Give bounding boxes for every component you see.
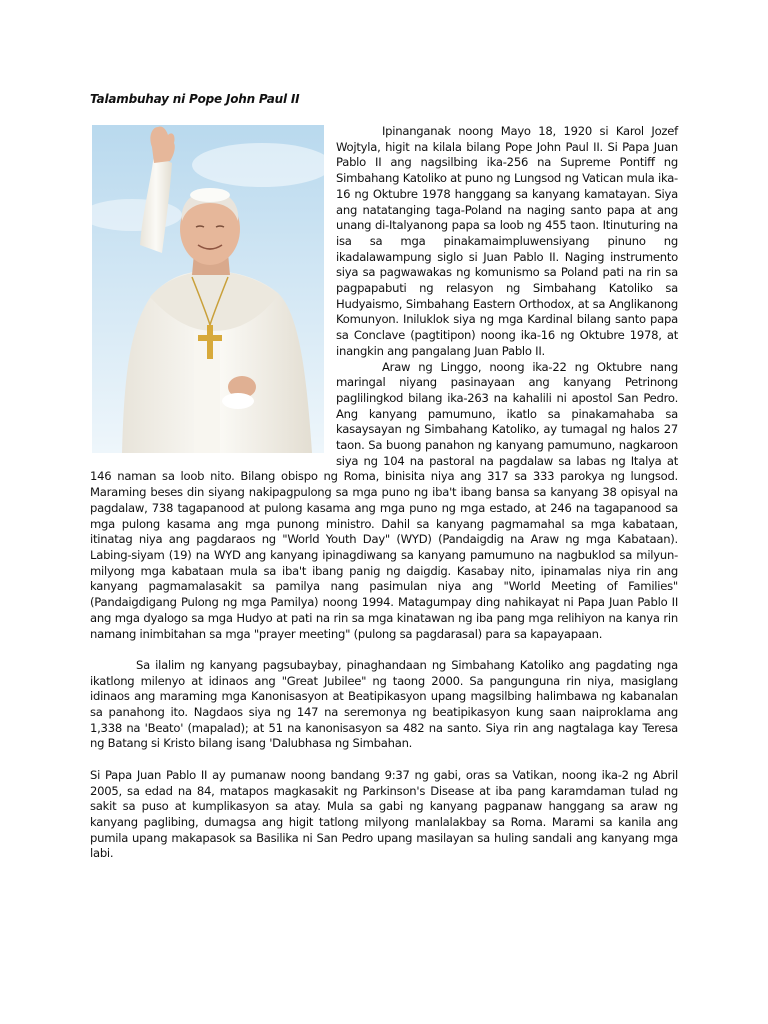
paragraph-1: Ipinanganak noong Mayo 18, 1920 si Karol Jozef Wojtyla, higit na kilala bilang Pope John Paul II. Si Papa Juan Pablo II ang nagsilbing ika-256 na Supreme Pontiff ng Simbahang Katoliko at puno ng Lungsod ng Vatican mula ika-16 ng Oktubre 1978 hanggang sa kanyang kamatayan. Siya ang natatanging taga-Poland na naging santo papa at ang unang di-Italyanong papa sa loob ng 455 taon. Itinuturing na isa sa mga pinakamaimpluwensiyang pinuno ng ikadalawampung siglo si Juan Pablo II. Naging instrumento siya sa pagwawakas ng komunismo sa Poland pati na rin sa pagpapabuti ng relasyon ng Simbahang Katoliko sa Hudyaismo, Simbahang Eastern Orthodox, at sa Anglikanong Komunyon. Iniluklok siya ng mga Kardinal bilang santo papa sa Conclave (pagtitipon) noong ika-16 ng Oktubre 1978, at inangkin ang pangalang Juan Pablo II.	[336, 124, 678, 358]
document-title: Talambuhay ni Pope John Paul II	[90, 92, 300, 106]
paragraph-2: Araw ng Linggo, noong ika-22 ng Oktubre nang maringal niyang pasinayaan ang kanyang Petrinong paglilingkod bilang ika-263 na kahalili ni apostol San Pedro. Ang kanyang pamumuno, ikatlo sa pinakamahaba sa kasaysayan ng Simbahang Katoliko, ay tumagal ng halos 27 taon. Sa buong panahon ng kanyang pamumuno, nagkaroon siya ng 104 na pastoral na pagdalaw sa labas ng Italya at 146 naman sa loob nito. Bilang obispo ng Roma, binisita niya ang 317 sa 333 parokya ng lungsod. Maraming beses din siyang nakipagpulong sa mga puno ng iba't ibang bansa sa kanyang 38 opisyal na pagdalaw, 738 tagapanood at pulong kasama ang mga puno ng mga estado, at 246 na tagapanood sa mga pulong kasama ang mga punong ministro. Dahil sa kanyang pagmamahal sa mga kabataan, itinatag niya ang pagdaraos ng "World Youth Day" (WYD) (Pandaigdig na Araw ng mga Kabataan). Labing-siyam (19) na WYD ang kanyang ipinagdiwang sa kanyang pamumuno na nagbuklod sa milyun-milyong mga kabataan mula sa iba't ibang panig ng daigdig. Kasabay nito, ipinamalas niya rin ang kanyang pagmamalasakit sa pamilya nang pasimulan niya ang "World Meeting of Families" (Pandaigdigang Pulong ng mga Pamilya) noong 1994. Matagumpay ding nahikayat ni Papa Juan Pablo II ang mga dyalogo sa mga Hudyo at pati na rin sa mga kinatawan ng iba pang mga relihiyon na kanya rin namang inimbitahan sa mga "prayer meeting" (pulong sa pagdarasal) para sa kapayapaan.	[90, 359, 678, 641]
pope-portrait-image	[92, 125, 324, 453]
paragraph-4: Si Papa Juan Pablo II ay pumanaw noong bandang 9:37 ng gabi, oras sa Vatikan, noong ika-2 ng Abril 2005, sa edad na 84, matapos magkasakit ng Parkinson's Disease at iba pang karamdaman tulad ng sakit sa puso at kumplikasyon sa atay. Mula sa gabi ng kanyang pagpanaw hanggang sa araw ng kanyang paglibing, dumagsa ang higit tatlong milyong manlalakbay sa Roma. Marami sa kanila ang pumila upang makapasok sa Basilika ni San Pedro upang masilayan sa huling sandali ang kanyang mga labi.	[90, 767, 678, 861]
paragraph-3: Sa ilalim ng kanyang pagsubaybay, pinaghandaan ng Simbahang Katoliko ang pagdating nga ikatlong milenyo at idinaos ang "Great Jubilee" ng taong 2000. Sa pangunguna rin niya, masiglang idinaos ang maraming mga Kanonisasyon at Beatipikasyon upang magsilbing halimbawa ng kabanalan sa panahong ito. Nagdaos siya ng 147 na seremonya ng beatipikasyon kung saan naiproklama ang 1,338 na 'Beato' (mapalad); at 51 na kanonisasyon sa 482 na santo. Siya rin ang nagtalaga kay Teresa ng Batang si Kristo bilang isang 'Dalubhasa ng Simbahan.	[90, 657, 678, 751]
document-body	[90, 124, 678, 862]
